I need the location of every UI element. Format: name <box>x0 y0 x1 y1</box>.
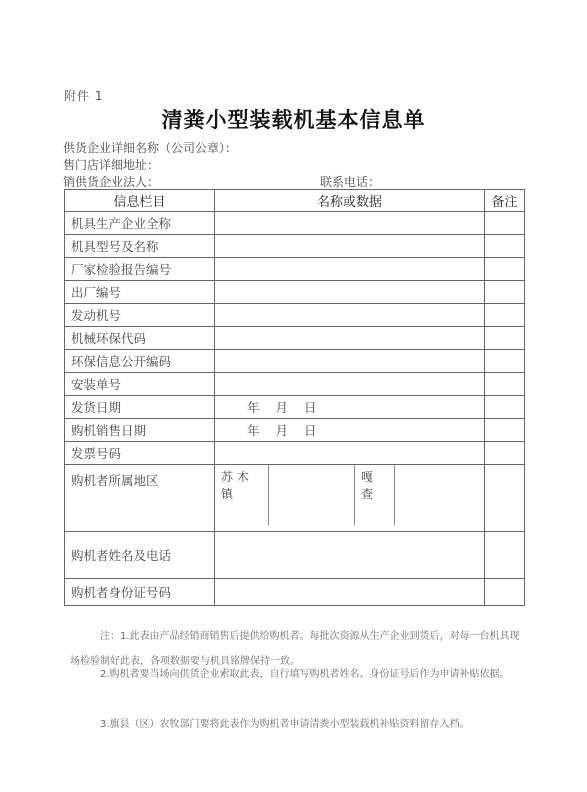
row-label: 机具生产企业全称 <box>65 212 215 235</box>
village-unit-label: 查 <box>361 487 374 501</box>
buyer-id-row <box>65 579 525 606</box>
value-cell[interactable] <box>215 235 485 258</box>
row-label: 出厂编号 <box>65 281 215 304</box>
remark-cell[interactable] <box>485 350 525 373</box>
table-row <box>65 442 525 465</box>
legal-rep-label: 销供货企业法人： <box>63 175 160 189</box>
remark-cell[interactable] <box>485 281 525 304</box>
info-table <box>64 189 525 606</box>
village-detail-cell[interactable] <box>395 465 484 525</box>
value-cell[interactable] <box>215 579 485 606</box>
remark-cell[interactable] <box>485 579 525 606</box>
row-label: 环保信息公开编码 <box>65 350 215 373</box>
table-row <box>65 235 525 258</box>
region-row <box>65 465 525 532</box>
remark-cell[interactable] <box>485 442 525 465</box>
table-header-row <box>65 190 525 212</box>
row-label: 购机者所属地区 <box>65 465 215 532</box>
header-value-column: 名称或数据 <box>215 190 485 212</box>
value-cell[interactable] <box>215 373 485 396</box>
town-label-cell <box>215 465 269 525</box>
row-label: 发货日期 <box>65 396 215 419</box>
region-value-cell <box>215 465 485 532</box>
remark-cell[interactable] <box>485 258 525 281</box>
remark-cell[interactable] <box>485 327 525 350</box>
value-cell[interactable] <box>215 304 485 327</box>
header-info-column: 信息栏目 <box>65 190 215 212</box>
town-name-label: 苏 木 <box>221 470 249 484</box>
row-label: 发动机号 <box>65 304 215 327</box>
ship-date-cell[interactable]: 年 月 日 <box>215 396 485 419</box>
contact-phone-label: 联系电话： <box>320 175 381 189</box>
table-row <box>65 304 525 327</box>
value-cell[interactable] <box>215 327 485 350</box>
table-row <box>65 212 525 235</box>
table-row <box>65 419 525 442</box>
value-cell[interactable] <box>215 442 485 465</box>
value-cell[interactable] <box>215 350 485 373</box>
row-label: 购机销售日期 <box>65 419 215 442</box>
table-row <box>65 350 525 373</box>
sale-date-cell[interactable]: 年 月 日 <box>215 419 485 442</box>
table-row <box>65 327 525 350</box>
row-label: 购机者身份证号码 <box>65 579 215 606</box>
remark-cell[interactable] <box>485 373 525 396</box>
note-3: 3.旗县（区）农牧部门要将此表作为购机者申请清粪小型装载机补贴资料留存入档。 <box>100 719 470 730</box>
row-label: 厂家检验报告编号 <box>65 258 215 281</box>
remark-cell[interactable] <box>485 304 525 327</box>
store-address-label: 售门店详细地址： <box>63 158 160 172</box>
note-2: 2.购机者要当场向供货企业索取此表，自行填写购机者姓名、身份证号后作为申请补贴依据。 <box>100 669 510 680</box>
row-label: 机具型号及名称 <box>65 235 215 258</box>
village-input-cell[interactable] <box>269 465 355 525</box>
supplier-company-label: 供货企业详细名称（公司公章）： <box>63 141 238 155</box>
village-label-cell <box>355 465 395 525</box>
row-label: 机械环保代码 <box>65 327 215 350</box>
remark-cell[interactable] <box>485 465 525 532</box>
table-row <box>65 258 525 281</box>
attachment-label: 附件 1 <box>64 89 104 103</box>
value-cell[interactable] <box>215 281 485 304</box>
row-label: 发票号码 <box>65 442 215 465</box>
remark-cell[interactable] <box>485 235 525 258</box>
table-row <box>65 281 525 304</box>
header-remark-column: 备注 <box>485 190 525 212</box>
table-row <box>65 396 525 419</box>
remark-cell[interactable] <box>485 396 525 419</box>
table-row <box>65 373 525 396</box>
value-cell[interactable] <box>215 212 485 235</box>
value-cell[interactable] <box>215 258 485 281</box>
document-title: 清粪小型装载机基本信息单 <box>161 107 426 132</box>
village-name-label: 嘎 <box>361 470 374 484</box>
remark-cell[interactable] <box>485 212 525 235</box>
note-1: 注：1.此表由产品经销商销售后提供给购机者。每批次资源从生产企业到货后，对每一台机具现场检验制好此表，各项数据要与机具铭牌保持一致。 <box>70 631 520 667</box>
value-cell[interactable] <box>215 532 485 579</box>
town-unit-label: 镇 <box>221 487 234 501</box>
remark-cell[interactable] <box>485 532 525 579</box>
buyer-name-row <box>65 532 525 579</box>
remark-cell[interactable] <box>485 419 525 442</box>
row-label: 安装单号 <box>65 373 215 396</box>
row-label: 购机者姓名及电话 <box>65 532 215 579</box>
